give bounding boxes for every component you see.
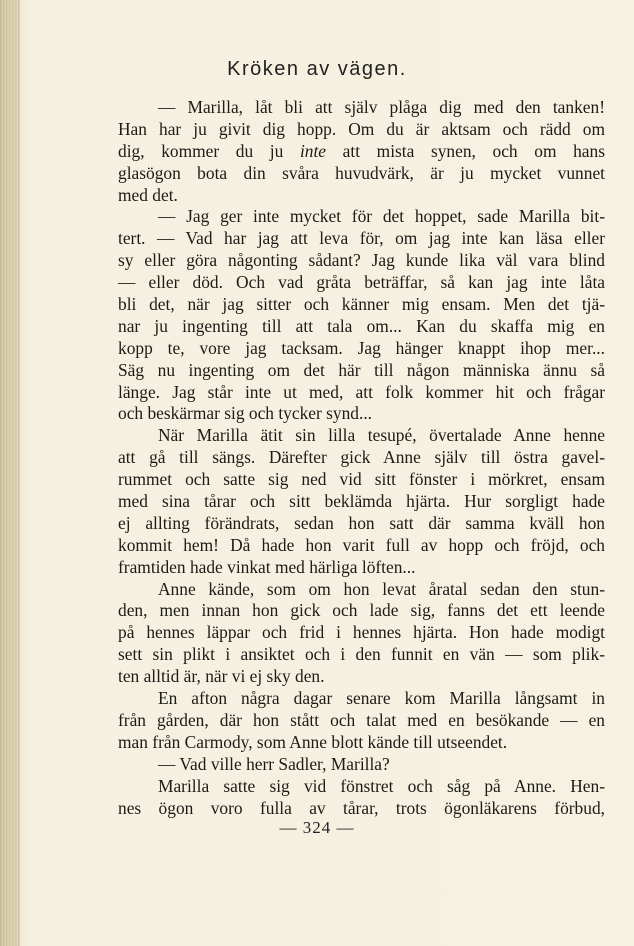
- text-line: sett sin plikt i ansiktet och i den funnit en vän — som plik-: [118, 644, 605, 665]
- text-line: från gården, där hon stått och talat med en besökande — en: [118, 709, 605, 730]
- text-line: nes ögon voro fulla av tårar, trots ögonläkarens förbud,: [118, 797, 605, 818]
- text-line: på hennes läppar och frid i hennes hjärta. Hon hade modigt: [118, 622, 605, 643]
- body-text: [118, 97, 605, 819]
- text-line: länge. Jag står inte ut med, att folk kommer hit och frågar: [118, 381, 605, 402]
- text-line: ej allting förändrats, sedan hon satt där samma kväll hon: [118, 512, 605, 533]
- text-line: glasögon bota din svåra huvudvärk, är ju mycket vunnet: [118, 162, 605, 183]
- text-line: Han har ju givit dig hopp. Om du är aktsam och rädd om: [118, 118, 605, 139]
- text-line: kopp te, vore jag tacksam. Jag hänger knappt ihop mer...: [118, 337, 605, 358]
- text-line: man från Carmody, som Anne blott kände till utseendet.: [118, 731, 508, 752]
- text-line: kommit hem! Då hade hon varit full av hopp och fröjd, och: [118, 534, 605, 555]
- emphasis: inte: [299, 140, 327, 161]
- text-line: — Jag ger inte mycket för det hoppet, sade Marilla bit-: [158, 206, 605, 227]
- text-line: ten alltid är, när vi ej sky den.: [118, 666, 325, 687]
- text-line: nar ju ingenting till att tala om... Kan du skaffa mig en: [118, 315, 605, 336]
- text-line: — Vad ville herr Sadler, Marilla?: [158, 753, 390, 774]
- text-line: sy eller göra någonting sådant? Jag kunde lika väl vara blind: [118, 250, 605, 271]
- text-line: Marilla satte sig vid fönstret och såg på Anne. Hen-: [158, 775, 605, 796]
- text-line: När Marilla ätit sin lilla tesupé, övertalade Anne henne: [158, 425, 605, 446]
- text-line: En afton några dagar senare kom Marilla långsamt in: [158, 688, 605, 709]
- text-line: rummet och satte sig ned vid sitt fönster i mörkret, ensam: [118, 469, 605, 490]
- text-line: — Marilla, låt bli att själv plåga dig med den tanken!: [158, 97, 605, 117]
- text-line: framtiden hade vinkat med härliga löften...: [118, 556, 416, 577]
- running-title: Kröken av vägen.: [227, 58, 407, 80]
- text-line: bli det, när jag sitter och känner mig ensam. Men det tjä-: [118, 294, 605, 315]
- page-number: — 324 —: [279, 818, 355, 837]
- text-line: Anne kände, som om hon levat åratal sedan den stun-: [158, 578, 605, 599]
- text-line: dig, kommer du ju inte att mista synen, och om hans: [118, 140, 605, 161]
- text-line: och beskärmar sig och tycker synd...: [118, 403, 373, 424]
- text-line: att gå till sängs. Därefter gick Anne själv till östra gavel-: [118, 447, 605, 468]
- page-binding-edge: [0, 0, 20, 946]
- text-line: med det.: [118, 184, 178, 205]
- text-line: med sina tårar och sitt beklämda hjärta. Hur sorgligt hade: [118, 491, 605, 512]
- text-line: den, men innan hon gick och lade sig, fanns det ett leende: [118, 600, 605, 621]
- text-line: tert. — Vad har jag att leva för, om jag inte kan läsa eller: [118, 228, 605, 249]
- text-line: — eller död. Och vad gråta beträffar, så kan jag inte låta: [118, 272, 605, 293]
- text-line: Säg nu ingenting om det här till någon människa ännu så: [118, 359, 605, 380]
